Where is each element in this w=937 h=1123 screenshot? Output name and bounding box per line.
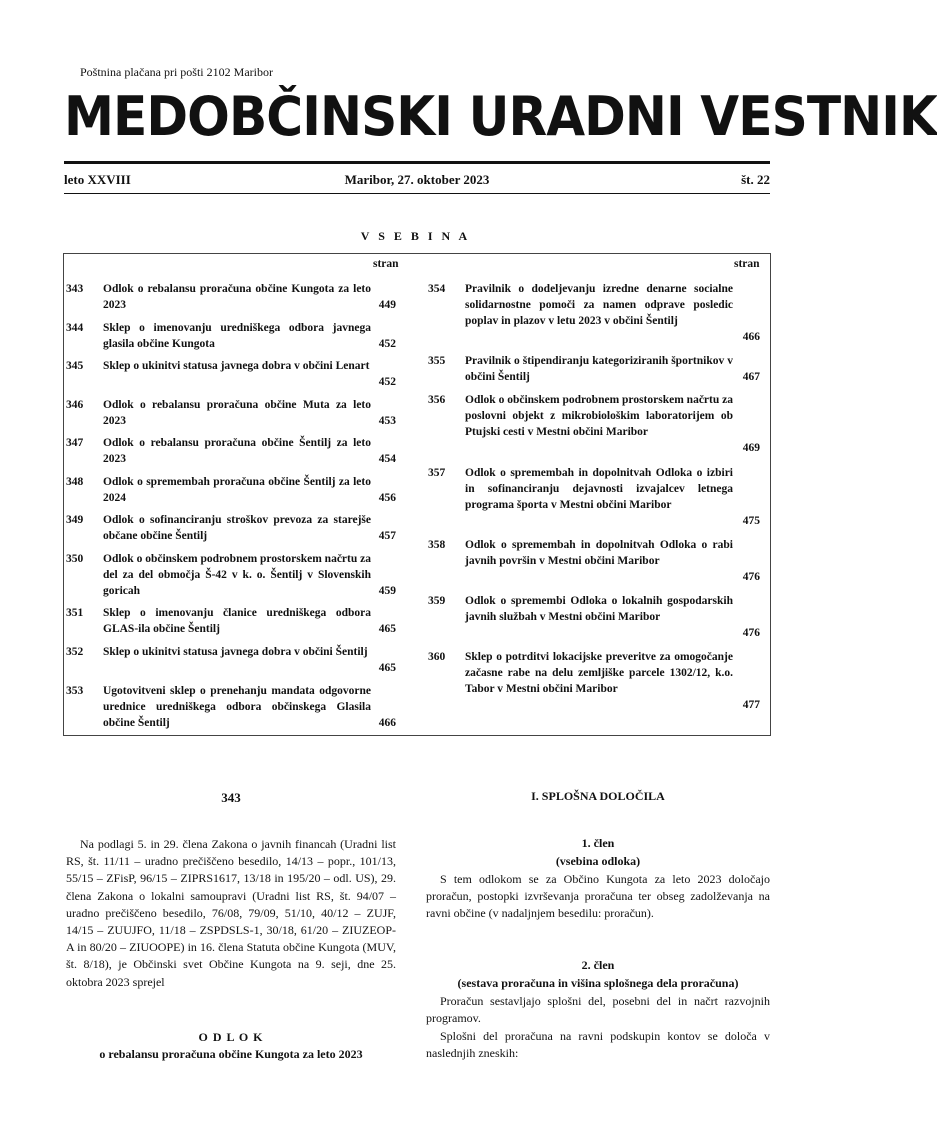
- toc-entry[interactable]: [66, 320, 396, 352]
- toc-entry-page: 465: [378, 662, 396, 674]
- meta-rule: [64, 193, 770, 194]
- toc-entry-page: 476: [742, 571, 760, 583]
- toc-entry[interactable]: [428, 649, 760, 713]
- toc-entry-number: 357: [428, 467, 446, 479]
- postage-note: Poštnina plačana pri pošti 2102 Maribor: [80, 65, 273, 79]
- masthead-rule: [64, 161, 770, 164]
- toc-entry-page: 469: [742, 442, 760, 454]
- toc-entry-number: 359: [428, 595, 446, 607]
- toc-entry-title: Ugotovitveni sklep o prenehanju mandata odgovorne urednice uredniškega odbora občinskega Glasila občine Šentilj: [103, 685, 371, 729]
- toc-entry-title: Odlok o spremembah in dopolnitvah Odloka o izbiri in sofinanciranju dejavnosti izvajalcev letnega programa športa v Mestni občini Maribor: [465, 467, 733, 511]
- toc-entry-title: Odlok o rebalansu proračuna občine Šentilj za leto 2023: [103, 437, 371, 465]
- toc-entry-number: 358: [428, 539, 446, 551]
- toc-entry-title: Odlok o sofinanciranju stroškov prevoza za starejše občane občine Šentilj: [103, 514, 371, 542]
- issue-number: št. 22: [741, 172, 770, 187]
- clen2-title: (sestava proračuna in višina splošnega dela proračuna): [457, 976, 739, 990]
- section-heading: I. SPLOŠNA DOLOČILA: [531, 789, 665, 803]
- article-number: 343: [221, 790, 241, 805]
- toc-page-label-right: stran: [734, 258, 760, 270]
- toc-entry-page: 466: [742, 331, 760, 343]
- toc-entry-page: 477: [742, 699, 760, 711]
- toc-entry-number: 345: [66, 360, 84, 372]
- toc-entry[interactable]: [428, 537, 760, 585]
- toc-entry-page: 453: [378, 415, 396, 427]
- toc-entry-title: Pravilnik o štipendiranju kategoriziranih športnikov v občini Šentilj: [465, 355, 733, 383]
- toc-entry[interactable]: [66, 281, 396, 313]
- act-subtitle: o rebalansu proračuna občine Kungota za leto 2023: [99, 1047, 363, 1061]
- toc-entry[interactable]: [66, 551, 396, 599]
- toc-entry[interactable]: [428, 593, 760, 641]
- toc-entry[interactable]: [66, 605, 396, 637]
- toc-entry-title: Odlok o občinskem podrobnem prostorskem načrtu za poslovni objekt z mikrobiološkim laboratorijem ob Ptujski cesti v Mestni občini Maribor: [465, 394, 733, 438]
- toc-entry[interactable]: [428, 353, 760, 385]
- toc-entry-title: Sklep o ukinitvi statusa javnega dobra v občini Lenart: [103, 360, 370, 372]
- toc-entry-page: 454: [378, 453, 396, 465]
- clen2-paragraph-2: Splošni del proračuna na ravni podskupin kontov se določa v naslednjih zneskih:: [426, 1029, 770, 1061]
- toc-entry-number: 347: [66, 437, 84, 449]
- toc-entry-page: 452: [378, 338, 396, 350]
- toc-entry-title: Odlok o rebalansu proračuna občine Muta za leto 2023: [103, 399, 371, 427]
- toc-entry-number: 352: [66, 646, 84, 658]
- toc-entry-number: 343: [66, 283, 84, 295]
- toc-entry-number: 355: [428, 355, 446, 367]
- clen1-text: S tem odlokom se za Občino Kungota za leto 2023 določajo proračun, postopki izvrševanja proračuna ter obseg zadolževanja na ravni občine (v nadaljnjem besedilu: proračun).: [426, 872, 770, 921]
- toc-entry[interactable]: [66, 644, 396, 676]
- toc-entry-title: Sklep o ukinitvi statusa javnega dobra v občini Šentilj: [103, 646, 368, 658]
- toc-entry-page: 476: [742, 627, 760, 639]
- toc-entry-number: 351: [66, 607, 84, 619]
- toc-entry-title: Odlok o spremembah proračuna občine Šentilj za leto 2024: [103, 476, 371, 504]
- toc-entry-title: Odlok o spremembah in dopolnitvah Odloka o rabi javnih površin v Mestni občini Maribor: [465, 539, 733, 567]
- toc-entry[interactable]: [66, 512, 396, 544]
- toc-entry-page: 449: [378, 299, 396, 311]
- toc-entry-title: Sklep o imenovanju uredniškega odbora javnega glasila občine Kungota: [103, 322, 371, 350]
- toc-entry[interactable]: [66, 358, 396, 390]
- toc-entry-title: Odlok o rebalansu proračuna občine Kungota za leto 2023: [103, 283, 371, 311]
- toc-entry-page: 456: [378, 492, 396, 504]
- toc-entry-page: 465: [378, 623, 396, 635]
- clen1-number: 1. člen: [581, 836, 615, 850]
- toc-entry[interactable]: [66, 683, 396, 731]
- toc-entry-number: 354: [428, 283, 446, 295]
- toc-entry-number: 344: [66, 322, 84, 334]
- toc-entry[interactable]: [428, 465, 760, 529]
- toc-entry-title: Pravilnik o dodeljevanju izredne denarne socialne solidarnostne pomoči za namen odprave posledic poplav in plazov v letu 2023 v občini Šentilj: [465, 283, 733, 327]
- toc-entry-title: Sklep o potrditvi lokacijske preveritve za omogočanje začasne rabe na delu zemljiške parcele 1302/12, k.o. Tabor v Mestni občini Maribor: [465, 651, 733, 695]
- toc-entry-number: 346: [66, 399, 84, 411]
- issue-place-date: Maribor, 27. oktober 2023: [344, 172, 490, 187]
- article-preamble: Na podlagi 5. in 29. člena Zakona o javnih financah (Uradni list RS, št. 11/11 – uradno prečiščeno besedilo, 14/13 – popr., 101/13, 55/15 – ZFisP, 96/15 – ZIPRS1617, 13/18 in 195/20 – odl. US), 29. člena Zakona o lokalni samoupravi (Uradni list RS, št. 94/07 – uradno prečiščeno besedilo, 76/08, 79/09, 51/10, 40/12 – ZUJF, 14/15 – ZUUJFO, 11/18 – ZSPDSLS-1, 30/18, 61/20 – ZIUZEOP-A in 80/20 – ZIUOOPE) in 16. člena Statuta občine Kungota (MUV, št. 8/18), je Občinski svet Občine Kungota na 9. seji, dne 25. oktobra 2023 sprejel: [66, 837, 396, 989]
- toc-entry-number: 348: [66, 476, 84, 488]
- toc-entry-page: 452: [378, 376, 396, 388]
- toc-heading: V S E B I N A: [360, 229, 471, 243]
- toc-entry-number: 349: [66, 514, 84, 526]
- toc-entry-page: 459: [378, 585, 396, 597]
- toc-entry-number: 350: [66, 553, 84, 565]
- issue-year: leto XXVIII: [64, 172, 131, 187]
- toc-entry[interactable]: [428, 392, 760, 456]
- toc-entry-number: 360: [428, 651, 446, 663]
- toc-entry-page: 466: [378, 717, 396, 729]
- toc-entry[interactable]: [66, 474, 396, 506]
- toc-entry-number: 356: [428, 394, 446, 406]
- toc-entry[interactable]: [66, 397, 396, 429]
- toc-entry-number: 353: [66, 685, 84, 697]
- toc-entry-page: 467: [742, 371, 760, 383]
- toc-entry[interactable]: [428, 281, 760, 345]
- toc-entry-title: Odlok o občinskem podrobnem prostorskem načrtu za del za del območja Š-42 v k. o. Šentilj v Slovenskih goricah: [103, 553, 371, 597]
- clen2-number: 2. člen: [581, 958, 615, 972]
- toc-entry-page: 475: [742, 515, 760, 527]
- clen1-title: (vsebina odloka): [555, 854, 641, 868]
- toc-entry-title: Odlok o spremembi Odloka o lokalnih gospodarskih javnih službah v Mestni občini Maribor: [465, 595, 733, 623]
- clen2-paragraph-1: Proračun sestavljajo splošni del, posebni del in načrt razvojnih programov.: [426, 994, 770, 1026]
- toc-page-label-left: stran: [373, 258, 399, 270]
- toc-entry[interactable]: [66, 435, 396, 467]
- act-title: O D L O K: [198, 1030, 264, 1044]
- toc-entry-title: Sklep o imenovanju članice uredniškega odbora GLAS-ila občine Šentilj: [103, 607, 371, 635]
- toc-entry-page: 457: [378, 530, 396, 542]
- masthead-title: MEDOBČINSKI URADNI VESTNIK: [64, 85, 937, 148]
